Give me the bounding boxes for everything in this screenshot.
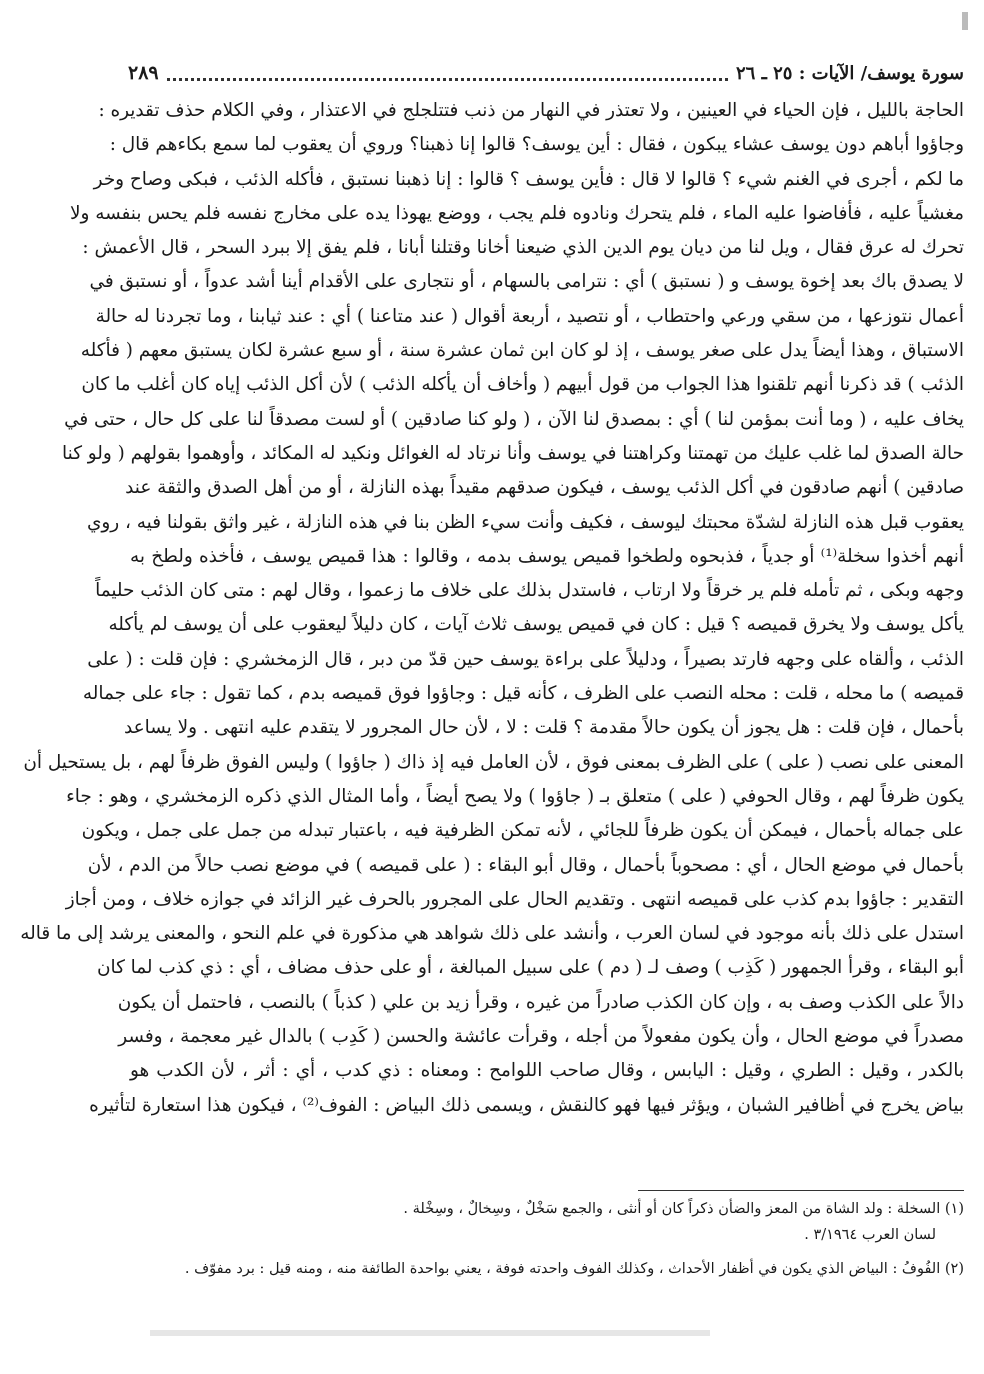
text-line: الاستباق ، وهذا أيضاً يدل على صغر يوسف ، إذ لو كان ابن ثمان عشرة سنة ، أو سبع عشرة لكان يستبق معهم ( فأكله [80,340,964,362]
text-line: على جماله بأحمال ، فيمكن أن يكون ظرفاً للجائي ، لأنه تمكن الظرفية فيه ، باعتبار تبدله من جمل على جمل ، ويكون [81,820,964,842]
text-line: الذئب ) قد ذكرنا أنهم تلقنوا هذا الجواب من قول أبيهم ( وأخاف أن يأكله الذئب ) لأن أكل الذئب إياه كان أغلب ما كان [81,374,964,396]
text-line: يأكل يوسف ولا يخرق قميصه ؟ قيل : كان في قميص يوسف ثلاث آيات ، كان دليلاً ليعقوب على أن يوسف لم يأكله [108,614,964,636]
scan-speck [150,1330,710,1336]
running-header [128,58,964,88]
text-line: أعمال نتوزعها ، من سقي ورعي واحتطاب ، أو نتصيد ، أربعة أقوال ( عند متاعنا ) أي : عند ثيابنا ، وما تجردنا له حالة [95,305,964,327]
footnote-1-continuation: لسان العرب ٣/١٩٦٤ . [804,1227,936,1243]
text-line: الذئب ، وألقاه على وجهه فارتد بصيراً ، ودليلاً على براءة يوسف حين قدّ من دبر ، قال الزمخشري : فإن قلت : ( على [87,648,964,670]
text-line: الحاجة بالليل ، فإن الحياء في العينين ، ولا تعتذر في النهار من ذنب فتتلجلج في الاعتذار ، وفي الكلام حذف تقديره : [98,100,964,121]
text-line: بأحمال في موضع الحال ، أي : مصحوباً بأحمال ، وقال أبو البقاء : ( على قميصه ) في موضع نصب حالاً من الدم ، لأن [87,854,964,876]
text-line: التقدير : جاؤوا بدم كذب على قميصه انتهى . وتقديم الحال على المجرور بالحرف غير الزائد في جوازه خلاف ، ومن أجاز [65,888,964,910]
text-line: المعنى على نصب ( على ) على الظرف بمعنى فوق ، لأن العامل فيه إذ ذاك ( جاؤوا ) وليس الفوق ظرفاً لهم ، بل يستحيل أن [23,751,964,773]
text-line: يعقوب قبل هذه النازلة لشدّة محبتك ليوسف ، فكيف وأنت سيء الظن بنا في هذه النازلة ، غير واثق بقولنا فيه ، روي [87,511,964,533]
footnote-separator [638,1190,964,1191]
text-line: بالكدر ، وقيل : الطري ، وقيل : اليابس ، وقال صاحب اللوامح : ومعناه : ذي كدب ، أي : أثر ، لأن الكدب هو [130,1060,964,1082]
text-line: صادقين ) أنهم صادقون في أكل الذئب يوسف ، فيكون صدقهم مقيداً بهذه النازلة ، أو من أهل الصدق والثقة عند [125,477,964,499]
footnote-marker: (١) [944,1201,964,1217]
page-content [20,58,964,1123]
scan-speck [962,12,968,30]
text-line: استدل على ذلك بأنه موجود في لسان العرب ، وأنشد على ذلك شواهد هي مذكورة في علم النحو ، والمعنى يرشد إلى ما قاله [20,923,964,945]
header-leader-dots [167,66,728,81]
body-text [20,94,964,1123]
text-line: بياض يخرج في أظافير الشبان ، ويؤثر فيها فهو كالنقش ، ويسمى ذلك البياض : الفوف⁽²⁾ ، فيكون هذا استعارة لتأثيره [89,1094,964,1116]
text-line: يخاف عليه ، ( وما أنت بمؤمن لنا ) أي : بمصدق لنا الآن ، ( ولو كنا صادقين ) أو لست مصدقاً لنا على كل حال ، حتى في [64,408,964,430]
text-line: لا يصدق باك بعد إخوة يوسف و ( نستبق ) أي : نترامى بالسهام ، أو نتجارى على الأقدام أينا أشد عدواً ، أو نستبق في [89,271,964,293]
page-number: ٢٨٩ [128,62,159,84]
text-line: دالاً على الكذب وصف به ، وإن كان الكذب صادراً من غيره ، وقرأ زيد بن علي ( كذباً ) بالنصب ، فاحتمل أن يكون [117,991,964,1013]
footnote-marker: (٢) [944,1261,964,1277]
text-line: تحرك له عرق فقال ، ويل لنا من ديان يوم الدين الذي ضيعنا أخانا وقتلنا أبانا ، فلم يفق إلا ببرد السحر ، قال الأعمش : [82,237,964,259]
footnotes [128,1196,964,1282]
text-line: قميصه ) ما محله ، قلت : محله النصب على الظرف ، كأنه قيل : وجاؤوا فوق قميصه بدم ، كما تقول : جاء على جماله [82,683,964,705]
chapter-title: سورة يوسف/ الآيات : ٢٥ ـ ٢٦ [735,62,964,84]
text-line: حالة الصدق لما غلب عليك من تهمتنا وكراهتنا في يوسف وأنا نرتاد له الغوائل ونكيد له المكائد ، وأوهموا بقولهم ( ولو كنا [62,442,964,464]
text-line: أبو البقاء ، وقرأ الجمهور ( كَذِب ) وصف لـ ( دم ) على سبيل المبالغة ، أو على حذف مضاف ، أي : ذي كذب لما كان [96,957,964,979]
footnote-text: الفُوفُ : البياض الذي يكون في أظفار الأحداث ، وكذلك الفوف واحدته فوفة ، يعني بواحدة الطائفة منه ، ومنه قيل : برد مفوّف . [184,1261,941,1277]
footnote-2 [128,1256,964,1282]
text-line: بأحمال ، فإن قلت : هل يجوز أن يكون حالاً مقدمة ؟ قلت : لا ، لأن حال المجرور لا يتقدم عليه انتهى . ولا يساعد [124,717,964,739]
text-line: أنهم أخذوا سخلة⁽¹⁾ أو جدياً ، فذبحوه ولطخوا قميص يوسف بدمه ، وقالوا : هذا قميص يوسف ، فأخذه ولطخ به [130,545,964,567]
footnote-text: السخلة : ولد الشاة من المعز والضأن ذكراً كان أو أنثى ، والجمع سَخْلٌ ، وسِخالٌ ، وسِخْلة . [403,1201,941,1217]
text-line: مصدراً في موضع الحال ، وأن يكون مفعولاً من أجله ، وقرأت عائشة والحسن ( كَدِب ) بالدال غير معجمة ، وفسر [118,1026,964,1048]
text-line: مغشياً عليه ، فأفاضوا عليه الماء ، فلم يتحرك ونادوه فلم يجب ، ووضع يهوذا يده على مخارج نفسه فلم يحس بنفسه ولا [70,202,964,224]
text-line: يكون ظرفاً لهم ، وقال الحوفي ( على ) متعلق بـ ( جاؤوا ) ولا يصح أيضاً ، وأما المثال الذي ذكره الزمخشري ، وهو : جاء [66,785,964,807]
text-line: وجهه وبكى ، ثم تأمله فلم ير خرقاً ولا ارتاب ، فاستدل بذلك على خلاف ما زعموا ، وقال لهم : متى كان الذئب حليماً [95,580,964,602]
text-line: وجاؤوا أباهم دون يوسف عشاء يبكون ، فقال : أين يوسف؟ قالوا إنا ذهبنا؟ وروي أن يعقوب لما سمع بكاءهم قال : [109,134,964,156]
text-line: ما لكم ، أجرى في الغنم شيء ؟ قالوا لا قال : فأين يوسف ؟ قالوا : إنا ذهبنا نستبق ، فأكله الذئب ، فبكى وصاح وخر [93,168,964,190]
footnote-1 [128,1196,964,1222]
